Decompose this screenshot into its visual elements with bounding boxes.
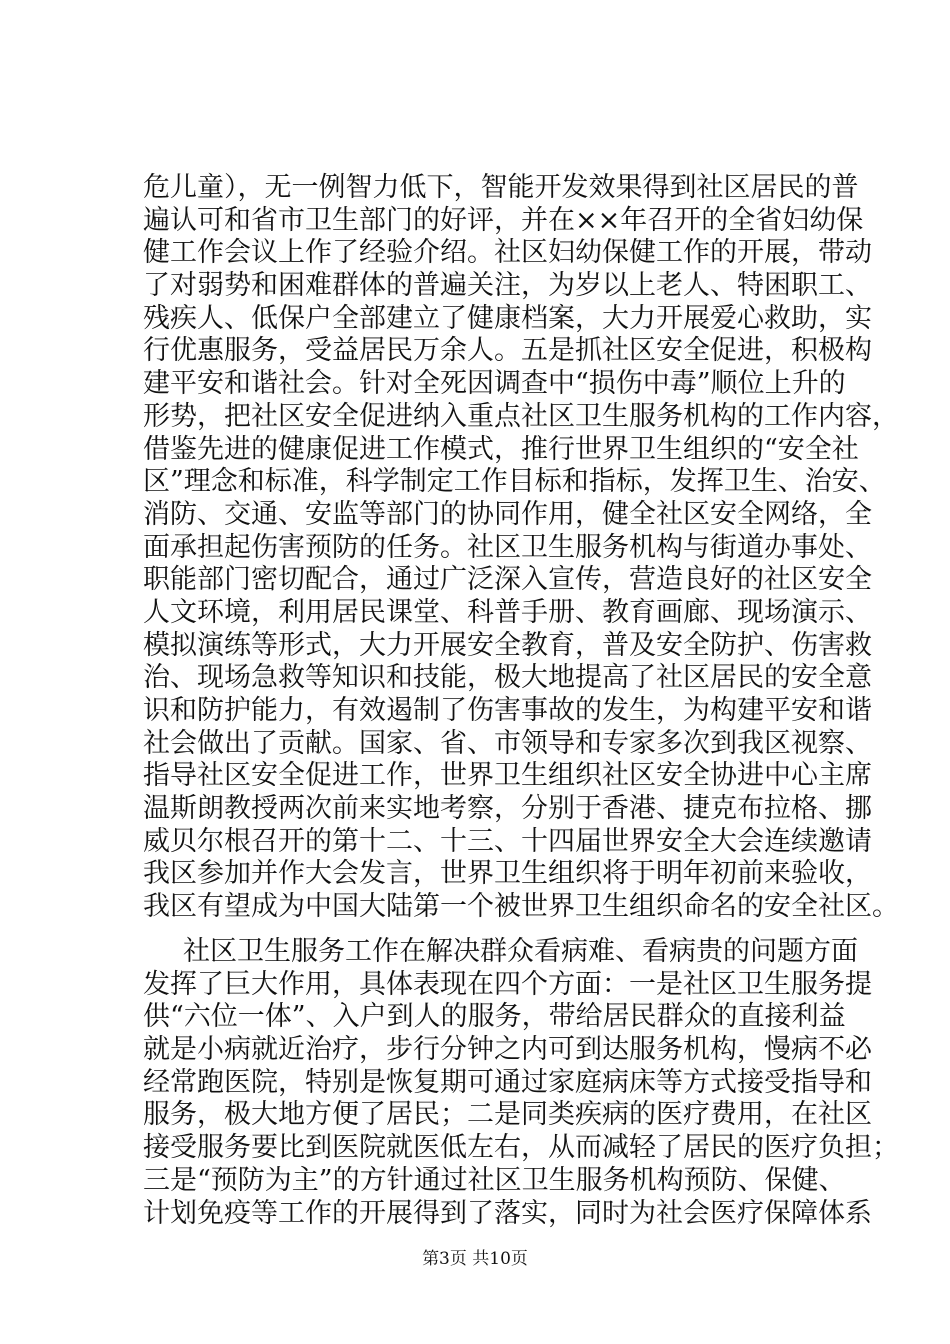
paragraph-line: 指导社区安全促进工作，世界卫生组织社区安全协进中心主席	[143, 760, 872, 792]
paragraph-line: 识和防护能力，有效遏制了伤害事故的发生，为构建平安和谐	[143, 695, 872, 726]
paragraph-line: 了对弱势和困难群体的普遍关注，为岁以上老人、特困职工、	[143, 270, 872, 302]
paragraph-line: 温斯朗教授两次前来实地考察，分别于香港、捷克布拉格、挪	[143, 793, 872, 825]
paragraph-line: 经常跑医院，特别是恢复期可通过家庭病床等方式接受指导和	[143, 1066, 872, 1098]
paragraph-line: 就是小病就近治疗，步行分钟之内可到达服务机构，慢病不必	[143, 1034, 872, 1066]
paragraph-line: 消防、交通、安监等部门的协同作用，健全社区安全网络，全	[143, 498, 872, 530]
paragraph-line: 区”理念和标准，科学制定工作目标和指标，发挥卫生、治安、	[143, 466, 886, 498]
paragraph-line: 模拟演练等形式，大力开展安全教育，普及安全防护、伤害救	[143, 629, 872, 661]
paragraph-line: 接受服务要比到医院就医低左右，从而减轻了居民的医疗负担；	[143, 1132, 899, 1164]
paragraph-line: 治、现场急救等知识和技能，极大地提高了社区居民的安全意	[143, 662, 872, 694]
paragraph-line: 建平安和谐社会。针对全死因调查中“损伤中毒”顺位上升的	[143, 368, 846, 400]
paragraph-line: 人文环境，利用居民课堂、科普手册、教育画廊、现场演示、	[143, 596, 872, 628]
paragraph-line: 供“六位一体”、入户到人的服务，带给居民群众的直接利益	[143, 1001, 846, 1033]
paragraph-line: 三是“预防为主”的方针通过社区卫生服务机构预防、保健、	[143, 1164, 846, 1196]
paragraph-line: 计划免疫等工作的开展得到了落实，同时为社会医疗保障体系	[143, 1197, 872, 1229]
paragraph-line: 形势，把社区安全促进纳入重点社区卫生服务机构的工作内容，	[143, 400, 899, 432]
paragraph-2	[143, 936, 899, 1230]
paragraph-line: 我区参加并作大会发言，世界卫生组织将于明年初前来验收，	[143, 858, 872, 890]
paragraph-line: 面承担起伤害预防的任务。社区卫生服务机构与街道办事处、	[143, 531, 872, 563]
paragraph-line: 行优惠服务，受益居民万余人。五是抓社区安全促进，积极构	[143, 335, 872, 367]
paragraph-line: 职能部门密切配合，通过广泛深入宣传，营造良好的社区安全	[143, 564, 872, 596]
paragraph-line: 服务，极大地方便了居民；二是同类疾病的医疗费用，在社区	[143, 1099, 872, 1131]
paragraph-line: 健工作会议上作了经验介绍。社区妇幼保健工作的开展，带动	[143, 237, 872, 269]
paragraph-line: 残疾人、低保户全部建立了健康档案，大力开展爱心救助，实	[143, 302, 872, 334]
paragraph-line: 发挥了巨大作用，具体表现在四个方面：一是社区卫生服务提	[143, 968, 872, 1000]
paragraph-line: 我区有望成为中国大陆第一个被世界卫生组织命名的安全社区。	[143, 891, 899, 923]
paragraph-first-line	[143, 936, 858, 969]
paragraph-line: 借鉴先进的健康促进工作模式，推行世界卫生组织的“安全社	[143, 433, 859, 465]
paragraph-line: 危儿童），无一例智力低下，智能开发效果得到社区居民的普	[143, 172, 859, 203]
paragraph-line: 社会做出了贡献。国家、省、市领导和专家多次到我区视察、	[143, 727, 872, 759]
paragraph-1	[143, 172, 899, 924]
paragraph-line: 威贝尔根召开的第十二、十三、十四届世界安全大会连续邀请	[143, 825, 872, 857]
paragraph-line: 社区卫生服务工作在解决群众看病难、看病贵的问题方面	[183, 936, 858, 967]
page-number-footer: 第3页 共10页	[422, 1249, 528, 1269]
paragraph-line: 遍认可和省市卫生部门的好评，并在××年召开的全省妇幼保	[143, 204, 864, 236]
